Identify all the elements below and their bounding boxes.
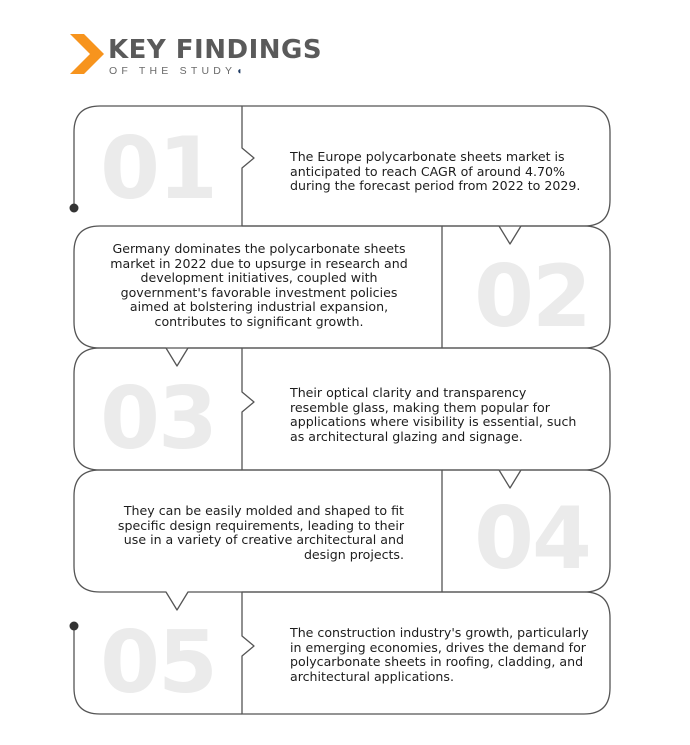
- finding-text-04: They can be easily molded and shaped to fit specific design requirements, leading to their use in a variety of creative architectural and design projects.: [117, 503, 404, 562]
- finding-text-02: Germany dominates the polycarbonate sheets market in 2022 due to upsurge in research and development initiatives, coupled with government's favorable investment policies aimed at bolstering industrial expansion, contributes to significant growth.: [110, 241, 408, 329]
- finding-text-05: The construction industry's growth, particularly in emerging economies, drives the demand for polycarbonate sheets in roofing, cladding, and architectural applications.: [290, 625, 589, 684]
- subtitle-text: OF THE STUDY: [109, 65, 237, 77]
- finding-text-03: Their optical clarity and transparency resemble glass, making them popular for applications where visibility is essential, such as architectural glazing and signage.: [290, 385, 577, 444]
- finding-number-02: 02: [474, 247, 590, 347]
- finding-number-05: 05: [100, 613, 216, 713]
- crescent-icon: ◖: [236, 66, 243, 77]
- timeline-dot-start: [70, 204, 79, 213]
- timeline-dot-end: [70, 622, 79, 631]
- finding-text-01: The Europe polycarbonate sheets market is anticipated to reach CAGR of around 4.70% during the forecast period from 2022 to 2029.: [290, 149, 581, 194]
- finding-number-03: 03: [100, 369, 216, 469]
- page-title: KEY FINDINGS: [108, 35, 323, 65]
- finding-number-01: 01: [100, 119, 216, 219]
- finding-number-04: 04: [474, 489, 590, 589]
